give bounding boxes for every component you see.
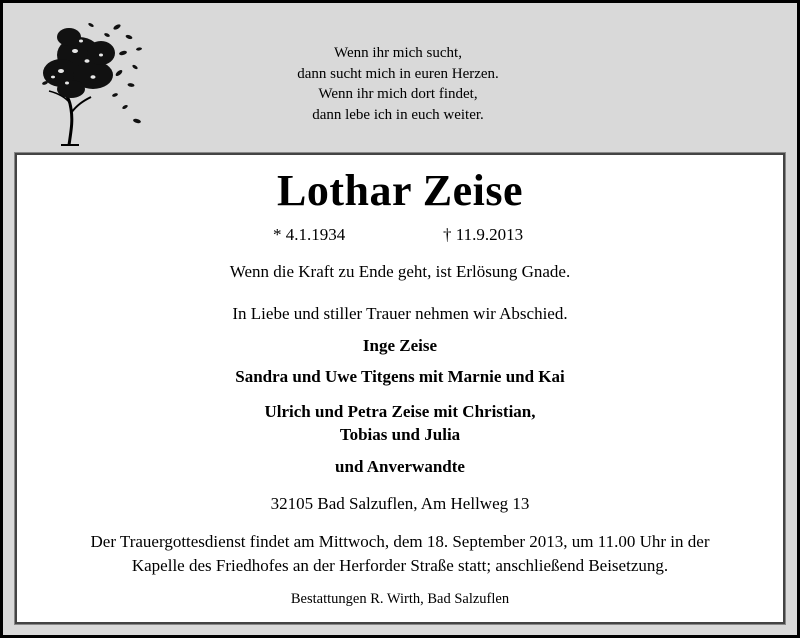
birth-date: * 4.1.1934 (273, 225, 346, 244)
main-panel (15, 153, 785, 624)
deceased-name: Lothar Zeise (277, 166, 523, 215)
mourner-line: und Anverwandte (335, 457, 465, 476)
address: 32105 Bad Salzuflen, Am Hellweg 13 (270, 494, 530, 513)
service-info-line: Kapelle des Friedhofes an der Herforder Straße statt; anschließend Beisetzung. (131, 556, 669, 575)
poem (173, 43, 623, 125)
service-info-line: Der Trauergottesdienst findet am Mittwoch, dem 18. September 2013, um 11.00 Uhr in der (90, 532, 710, 551)
poem-line: Wenn ihr mich sucht, (334, 45, 462, 61)
undertaker: Bestattungen R. Wirth, Bad Salzuflen (290, 591, 510, 607)
mourner-line: Inge Zeise (362, 336, 438, 355)
quote: Wenn die Kraft zu Ende geht, ist Erlösung Gnade. (229, 262, 571, 281)
farewell-text: In Liebe und stiller Trauer nehmen wir Abschied. (232, 304, 568, 323)
header-section (3, 3, 797, 153)
mourner-line: Sandra und Uwe Titgens mit Marnie und Kai (235, 367, 565, 386)
mourner-line: Tobias und Julia (339, 425, 461, 444)
poem-line: dann sucht mich in euren Herzen. (297, 65, 499, 82)
tree-icon (31, 13, 151, 148)
poem-line: dann lebe ich in euch weiter. (312, 106, 484, 123)
mourner-line: Ulrich und Petra Zeise mit Christian, (264, 402, 536, 421)
poem-line: Wenn ihr mich dort findet, (318, 86, 478, 102)
death-date: † 11.9.2013 (443, 225, 524, 244)
life-dates (17, 225, 783, 249)
